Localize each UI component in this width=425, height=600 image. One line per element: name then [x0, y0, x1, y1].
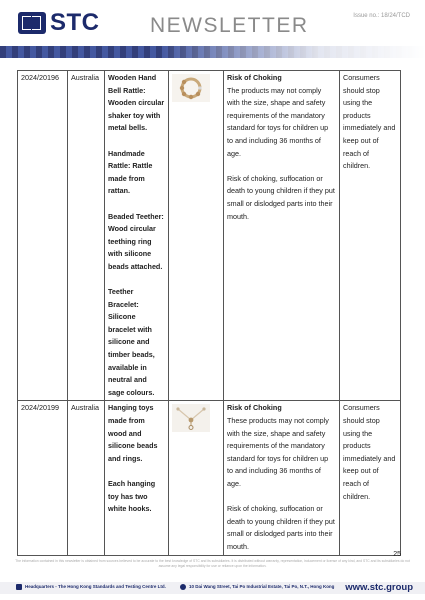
- country-cell: Australia: [68, 71, 105, 401]
- table-row: [18, 71, 401, 401]
- page-number: 25: [393, 551, 401, 558]
- brand-name: STC: [50, 9, 100, 36]
- ref-cell: 2024/20196: [18, 71, 68, 401]
- hazard-text: Risk of choking, suffocation or death to young children if they put small or dislodged parts into their mouth.: [227, 504, 335, 551]
- product-description: Hanging toys made from wood and silicone beads and rings.: [108, 403, 158, 463]
- measure-cell: Consumers should stop using the products immediately and keep out of reach of children.: [340, 71, 401, 401]
- hazard-title: Risk of Choking: [227, 73, 282, 82]
- hazard-cell: [224, 71, 340, 401]
- disclaimer-text: The information contained in this newsletter is obtained from sources believed to be accurate to the best knowledge of STC and its subsidiaries. It is distributed without warranty, representation, inducement or license of any kind, and STC and its subsidiaries do not assume any legal responsibility for use or reliance upon the information.: [15, 559, 410, 568]
- product-description: Handmade Rattle: Rattle made from rattan.: [108, 148, 153, 196]
- product-description: Wooden Hand Bell Rattle: Wooden circular shaker toy with metal bells.: [108, 73, 165, 133]
- table-row: [18, 401, 401, 555]
- newsletter-header: [0, 0, 425, 58]
- location-pin-icon: [180, 584, 186, 590]
- product-description: Each hanging toy has two white hooks.: [108, 479, 156, 514]
- country-cell: Australia: [68, 401, 105, 555]
- footer-address: 10 Dai Wang Street, Tai Po Industrial Estate, Tai Po, N.T., Hong Kong: [189, 584, 335, 589]
- image-cell: [169, 71, 224, 401]
- product-description: Beaded Teether: Wood circular teething ring with silicone beads attached.: [108, 211, 164, 271]
- building-icon: [16, 584, 22, 590]
- hazard-cell: [224, 401, 340, 555]
- hanging-toy-image: [172, 404, 210, 432]
- recall-table: [17, 70, 401, 556]
- website-link[interactable]: www.stc.group: [345, 582, 413, 593]
- page-footer: [0, 578, 425, 600]
- newsletter-title: NEWSLETTER: [150, 14, 309, 37]
- measure-cell: Consumers should stop using the products immediately and keep out of reach of children.: [340, 401, 401, 555]
- hazard-title: Risk of Choking: [227, 403, 282, 413]
- hazard-text: The products may not comply with the size, shape and safety requirements of the mandatory standard for toys for children up to and including 36 months of age.: [227, 85, 329, 158]
- product-description: Teether Bracelet: Silicone bracelet with silicone and timber beads, available in neutral and sage colours.: [108, 287, 155, 397]
- image-cell: [169, 401, 224, 555]
- ring-rattle-image: [172, 74, 210, 102]
- footer-company: Headquarters - The Hong Kong Standards and Testing Centre Ltd.: [25, 584, 166, 589]
- hazard-text: These products may not comply with the size, shape and safety requirements of the mandatory standard for toys for children up to and including 36 months of age.: [227, 416, 329, 488]
- stc-logo-icon: [18, 12, 46, 34]
- ref-cell: 2024/20199: [18, 401, 68, 555]
- stc-logo: [18, 9, 100, 36]
- product-cell: [105, 71, 169, 401]
- hazard-text: Risk of choking, suffocation or death to young children if they put small or dislodged parts into their mouth.: [227, 173, 335, 221]
- product-cell: [105, 401, 169, 555]
- issue-number: Issue no.: 18/24/TCD: [353, 13, 410, 19]
